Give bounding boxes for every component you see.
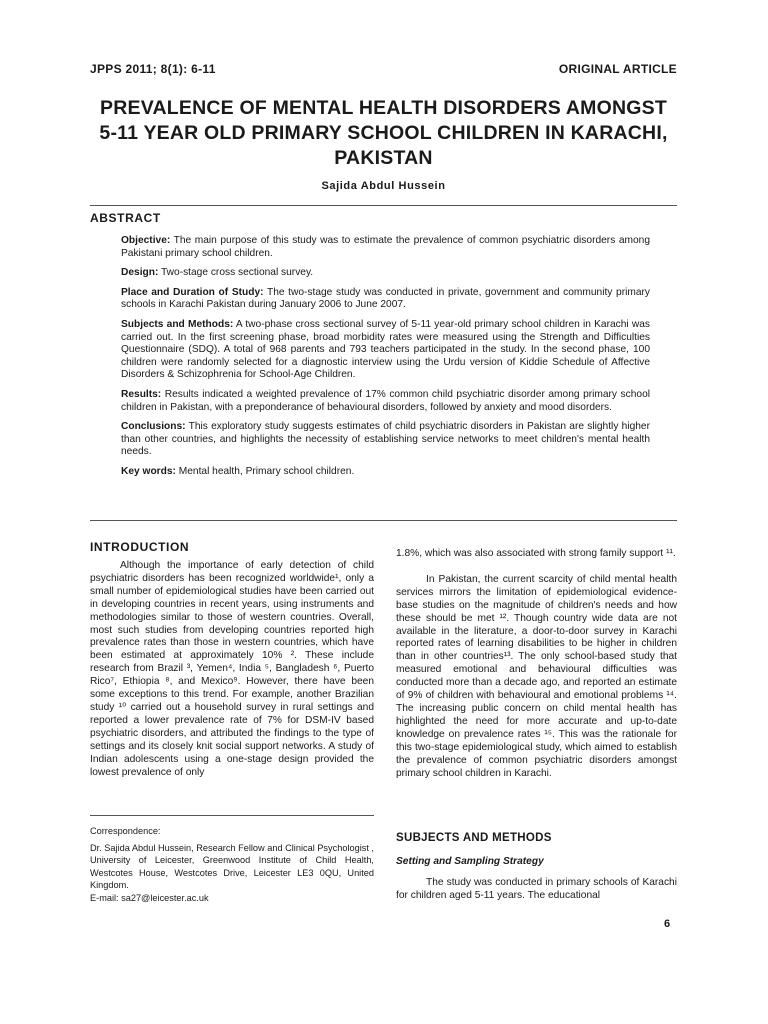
correspondence-label: Correspondence: [90,826,161,836]
divider-abstract-bottom [90,520,677,521]
abstract-place [121,287,650,312]
intro-paragraph-2: In Pakistan, the current scarcity of child mental health services mirrors the limitation of epidemiological evidence-base studies on the magnitude of children's needs and how these should be met ¹². Though country wide data are not available in the literature, a door-to-door survey in Karachi reported rates of learning disabilities to be higher in children than in other countries¹³. The only school-based study that measured emotional and behavioural difficulties was conducted more than a decade ago, and reported an estimate of 9% of children with behavioural and emotional problems ¹⁴. The increasing public concern on child mental health has highlighted the need for more accurate and up-to-date knowledge on prevalence rates ¹⁵. This was the rationale for this two-stage epidemiological study, which aimed to establish the prevalence of common psychiatric disorders amongst primary school children in Karachi. [396,573,677,779]
design-label: Design: [121,267,159,279]
correspondence-block [90,825,374,905]
keywords-label: Key words: [121,465,176,477]
objective-label: Objective: [121,235,171,246]
place-text: The two-stage study was conducted in private, government and community primary schools in Karachi Pakistan during January 2006 to June 2007. [121,286,650,311]
abstract-results [121,389,650,414]
design-text: Two-stage cross sectional survey. [158,267,314,279]
correspondence-divider [90,815,374,816]
methods-text [396,877,677,903]
conclusions-text: This exploratory study suggests estimates of child psychiatric disorders in Pakistan are slightly higher than other countries, and highlights the necessity of establishing service networks to meet children's mental health needs. [121,421,650,458]
abstract-objective [121,235,650,260]
subjects-text: A two-phase cross sectional survey of 5-11 year-old primary school children in Karachi was carried out. In the first screening phase, broad morbidity rates were measured using the Strength and Difficulties Questionnaire (SDQ). A total of 968 parents and 793 teachers participated in the study. In the second phase, 100 children were randomly selected for a diagnostic interview using the Urdu version of Kiddie Schedule of Affective Disorders & Schizophrenia for School-Age Children. [121,318,650,381]
running-header [90,62,677,76]
right-column [396,548,677,780]
abstract-design [121,267,650,280]
introduction-heading: INTRODUCTION [90,540,190,554]
keywords-text: Mental health, Primary school children. [175,465,355,477]
abstract-body [121,235,650,486]
subjects-label: Subjects and Methods: [121,318,234,330]
page-number: 6 [664,918,671,930]
results-label: Results: [121,388,162,400]
methods-subheading: Setting and Sampling Strategy [396,856,544,867]
methods-paragraph-1: The study was conducted in primary schools of Karachi for children aged 5-11 years. The educational [396,877,677,901]
methods-heading: SUBJECTS AND METHODS [396,832,552,844]
abstract-keywords [121,466,650,479]
author-name: Sajida Abdul Hussein [321,180,446,192]
journal-citation: JPPS 2011; 8(1): 6-11 [90,62,216,76]
abstract-heading: ABSTRACT [90,211,161,225]
objective-text: The main purpose of this study was to estimate the prevalence of common psychiatric disorders among Pakistani primary school children. [121,235,650,259]
intro-paragraph-1: Although the importance of early detection of child psychiatric disorders has been recognized worldwide¹, only a small number of epidemiological studies have been carried out in developing countries in recent years, using instruments and methodologies similar to those of western countries. Overall, most such studies from developing countries reported high prevalence rates than those in western countries, which have been estimated at approximately 10% ². These include research from Brazil ³, Yemen⁴, India ⁵, Bangladesh ⁶, Puerto Rico⁷, Ethiopia ⁸, and Mexico⁹. However, there have been some exceptions to this trend. For example, another Brazilian study ¹⁰ carried out a household survey in rural settings and reported a lower prevalence rate of 7% for DSM-IV based psychiatric disorders, and attributed the findings to the type of settings and its closely knit social support networks. A study of Indian adolescents using a one-stage design provided the lowest prevalence of only [90,560,374,778]
article-type: ORIGINAL ARTICLE [558,62,677,76]
left-column [90,560,374,779]
divider-top [90,205,677,206]
abstract-subjects [121,319,650,382]
correspondence-email: E-mail: sa27@leicester.ac.uk [90,892,209,903]
intro-paragraph-1-continued: 1.8%, which was also associated with strong family support ¹¹. [396,548,676,559]
place-label: Place and Duration of Study: [121,286,264,298]
conclusions-label: Conclusions: [121,421,186,433]
abstract-conclusions [121,421,650,459]
article-title: PREVALENCE OF MENTAL HEALTH DISORDERS AMONGST 5-11 YEAR OLD PRIMARY SCHOOL CHILDREN IN KARACHI, PAKISTAN [99,97,668,169]
results-text: Results indicated a weighted prevalence of 17% common child psychiatric disorder among primary school children in Pakistan, with a preponderance of behavioural disorders, followed by anxiety and mood disorders. [121,388,650,413]
correspondence-text: Dr. Sajida Abdul Hussein, Research Fellow and Clinical Psychologist , University of Leicester, Greenwood Institute of Child Health, Westcotes House, Westcotes Drive, Leicester LE3 0QU, United Kingdom. [90,842,374,891]
